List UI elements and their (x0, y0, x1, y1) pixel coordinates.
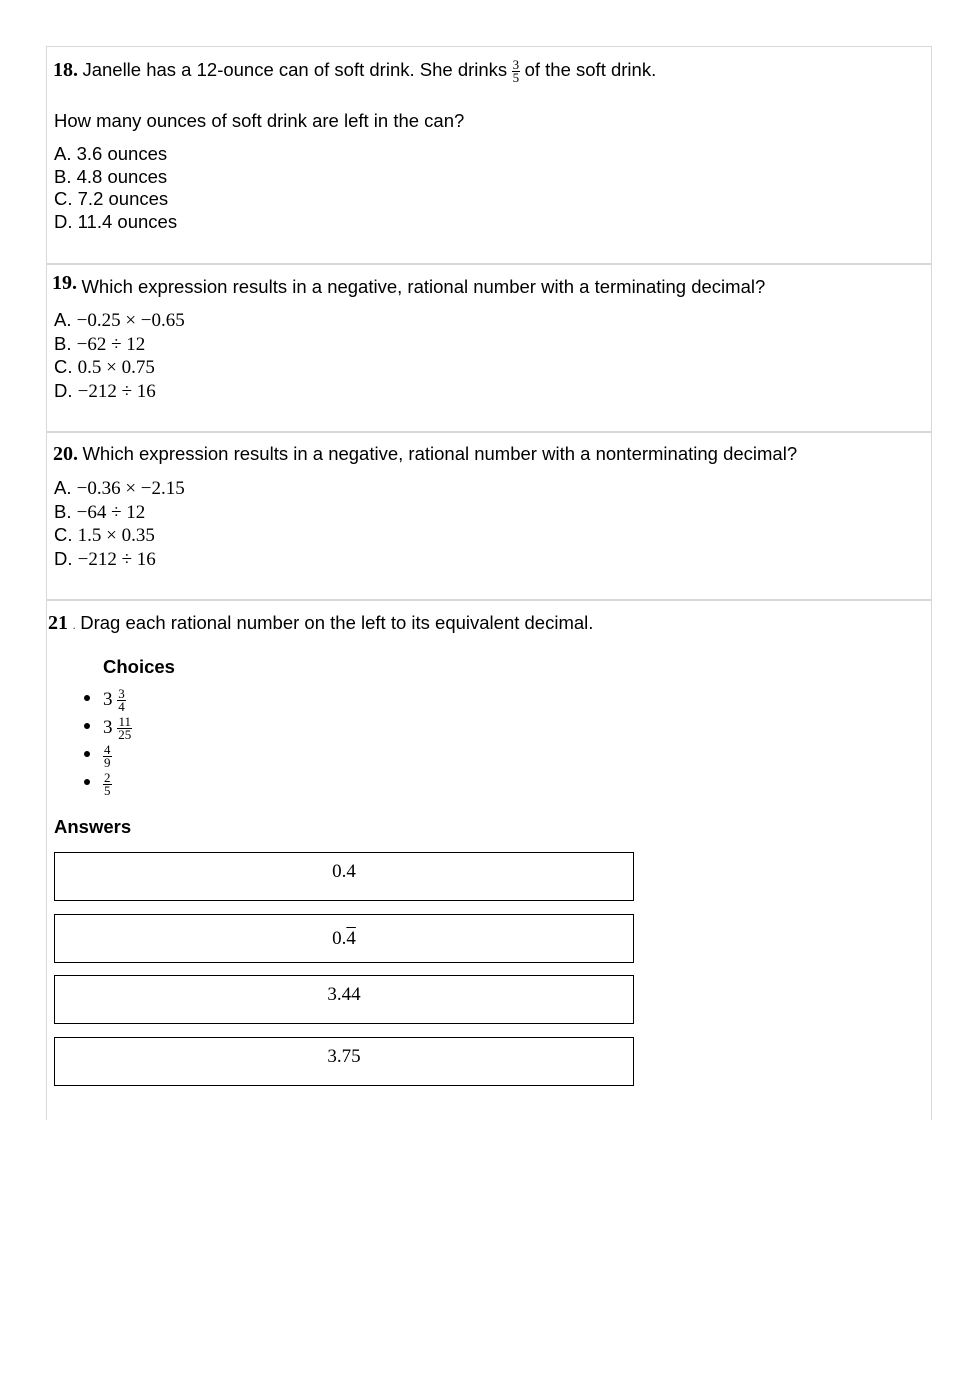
answer-drop-zone[interactable] (54, 975, 634, 1024)
answers-heading: Answers (54, 816, 132, 837)
question-18-prompt: How many ounces of soft drink are left in the can? (54, 110, 465, 131)
choice-fraction (103, 772, 112, 797)
option-a[interactable] (54, 309, 185, 333)
question-18-stem (53, 59, 656, 84)
option-c[interactable] (54, 188, 177, 211)
option-d[interactable] (54, 211, 177, 234)
option-expression: −0.36 × −2.15 (76, 478, 185, 499)
stem-text: Janelle has a 12-ounce can of soft drink. She drinks (82, 59, 508, 80)
stem-text: of the soft drink. (524, 59, 657, 80)
option-letter: C. (54, 188, 73, 209)
bullet-icon (84, 751, 90, 757)
option-text: 3.6 ounces (76, 143, 168, 164)
option-letter: B. (54, 332, 72, 354)
question-number: 19. (52, 272, 77, 294)
question-18-options (54, 143, 177, 233)
stem-text: Which expression results in a negative, rational number with a terminating decimal? (81, 276, 766, 297)
question-20-options (54, 477, 185, 571)
answer-drop-zone[interactable] (54, 914, 634, 963)
option-letter: A. (54, 309, 72, 330)
number-dot: . (72, 618, 76, 632)
bullet-icon (84, 779, 90, 785)
option-expression: 1.5 × 0.35 (77, 525, 155, 546)
option-d[interactable] (54, 380, 185, 404)
option-letter: B. (54, 500, 72, 522)
option-expression: −212 ÷ 16 (77, 548, 156, 570)
option-letter: D. (54, 547, 73, 569)
denominator: 9 (104, 755, 111, 770)
denominator: 4 (118, 699, 125, 714)
stem-text: Drag each rational number on the left to its equivalent decimal. (80, 612, 594, 633)
option-b[interactable] (54, 333, 185, 357)
question-19-stem (52, 272, 765, 295)
option-expression: −212 ÷ 16 (77, 380, 156, 402)
answer-dec: 44 (341, 984, 361, 1005)
bullet-icon (84, 723, 90, 729)
question-19-options (54, 309, 185, 403)
choices-list (103, 688, 132, 800)
answer-drop-zone[interactable] (54, 852, 634, 901)
option-b[interactable] (54, 166, 177, 189)
question-number: 21 (48, 612, 68, 634)
numerator: 2 (104, 770, 111, 785)
numerator: 3 (512, 57, 520, 73)
choice-fraction (117, 688, 126, 713)
option-a[interactable] (54, 143, 177, 166)
answer-int: 0. (332, 928, 347, 949)
option-text: 4.8 ounces (76, 165, 168, 187)
numerator: 4 (104, 742, 111, 757)
choice-item[interactable] (103, 772, 132, 800)
denominator: 5 (104, 783, 111, 798)
denominator: 5 (512, 70, 520, 86)
answer-dec-repeating: 4 (346, 928, 356, 949)
choice-item[interactable] (103, 716, 132, 744)
denominator: 25 (118, 727, 132, 742)
option-letter: A. (54, 477, 72, 498)
question-number: 18. (53, 59, 78, 81)
option-letter: C. (54, 524, 73, 545)
bullet-icon (84, 695, 90, 701)
answer-int: 3. (327, 1046, 342, 1067)
option-letter: C. (54, 356, 73, 377)
stem-text: Which expression results in a negative, rational number with a nonterminating decimal? (82, 443, 798, 464)
option-expression: −64 ÷ 12 (76, 501, 146, 523)
answer-int: 0. (332, 861, 347, 882)
option-letter: D. (54, 210, 73, 232)
question-21-stem (48, 612, 593, 635)
fraction (512, 59, 521, 84)
numerator: 11 (118, 714, 132, 729)
option-b[interactable] (54, 501, 185, 525)
question-number: 20. (53, 443, 78, 465)
option-letter: B. (54, 165, 72, 187)
choice-fraction (103, 744, 112, 769)
option-letter: A. (54, 143, 72, 164)
option-expression: 0.5 × 0.75 (77, 357, 155, 378)
answer-dec: 75 (341, 1046, 361, 1067)
option-text: 7.2 ounces (77, 188, 169, 209)
option-letter: D. (54, 379, 73, 401)
choice-whole: 3 (103, 688, 113, 710)
answer-int: 3. (327, 984, 342, 1005)
choice-item[interactable] (103, 688, 132, 716)
answer-dec: 4 (346, 861, 356, 882)
option-c[interactable] (54, 524, 185, 548)
option-text: 11.4 ounces (77, 210, 178, 232)
option-a[interactable] (54, 477, 185, 501)
choice-whole: 3 (103, 716, 113, 738)
choice-fraction (117, 716, 132, 741)
question-20-stem (53, 443, 797, 466)
numerator: 3 (118, 686, 125, 701)
option-expression: −0.25 × −0.65 (76, 310, 185, 331)
answer-drop-zone[interactable] (54, 1037, 634, 1086)
choice-item[interactable] (103, 744, 132, 772)
option-d[interactable] (54, 548, 185, 572)
option-expression: −62 ÷ 12 (76, 333, 146, 355)
choices-heading: Choices (103, 656, 175, 677)
option-c[interactable] (54, 356, 185, 380)
